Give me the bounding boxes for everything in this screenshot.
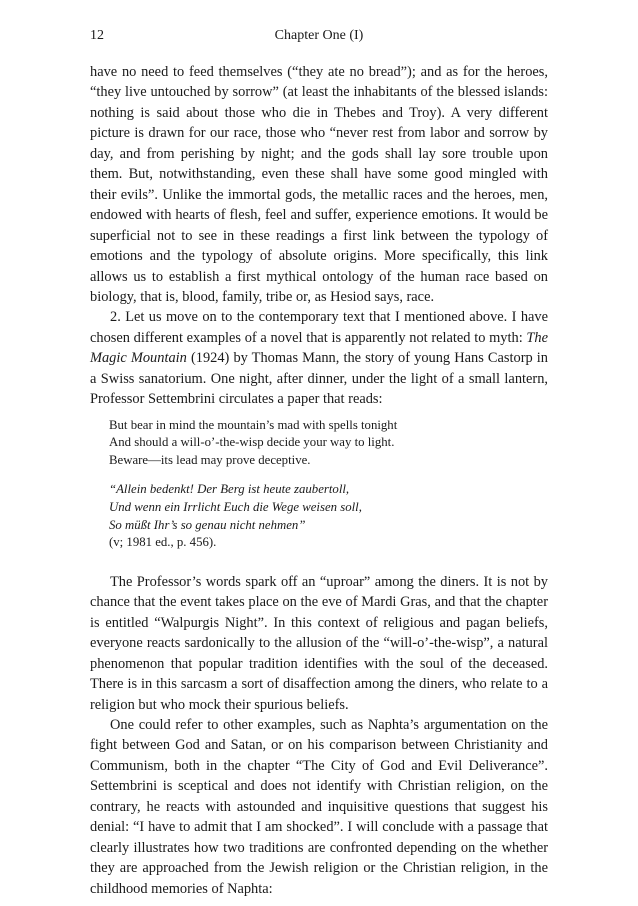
verse-quote-german: [90, 481, 548, 551]
verse-line: “Allein bedenkt! Der Berg ist heute zaubertoll,: [109, 482, 350, 497]
verse-line: And should a will-o’-the-wisp decide your way to light.: [109, 435, 395, 450]
body-text: [90, 62, 548, 899]
novel-title: The Magic Mountain: [90, 329, 548, 367]
verse-line: But bear in mind the mountain’s mad with spells tonight: [109, 417, 398, 432]
paragraph-3: The Professor’s words spark off an “uproar” among the diners. It is not by chance that the event takes place on the eve of Mardi Gras, and that the chapter is entitled “Walpurgis Night”. In this context of religious and pagan beliefs, everyone reacts sardonically to the allusion of the “will-o’-the-wisp”, a natural phenomenon that popular tradition identifies with the soul of the deceased. There is in this sarcasm a sort of disaffection among the diners, who relate to a religion but who mock their spurious beliefs.: [90, 573, 548, 713]
quote-citation: (v; 1981 ed., p. 456).: [109, 535, 217, 550]
verse-line: Beware—its lead may prove deceptive.: [109, 452, 311, 467]
paragraph-2-text-b: (1924) by Thomas Mann, the story of young Hans Castorp in a Swiss sanatorium. One night, after dinner, under the light of a small lantern, Professor Settembrini circulates a paper that reads:: [90, 350, 548, 408]
page-number: 12: [90, 28, 104, 43]
page-header: [90, 26, 548, 46]
paragraph-4: One could refer to other examples, such as Naphta’s argumentation on the fight between God and Satan, or on his comparison between Christianity and Communism, both in the chapter “The City of God and Evil Deliverance”. Settembrini is sceptical and does not identify with Christian religion, on the contrary, he reacts with astounded and inquisitive questions that suggest his denial: “I have to admit that I am shocked”. I will conclude with a passage that clearly illustrates how two traditions are confronted depending on the whether they are approached from the Jewish religion or the Christian religion, in the childhood memories of Naphta:: [90, 717, 548, 897]
verse-quote-english: [90, 417, 548, 470]
running-head: Chapter One (I): [274, 28, 364, 43]
verse-line: So müßt Ihr’s so genau nicht nehmen”: [109, 517, 306, 532]
verse-line: Und wenn ein Irrlicht Euch die Wege weisen soll,: [109, 500, 362, 515]
paragraph-1: have no need to feed themselves (“they ate no bread”); and as for the heroes, “they live untouched by sorrow” (at least the inhabitants of the blessed islands: nothing is said about those who die in Thebes and Troy). A very different picture is drawn for our race, those who “never rest from labor and sorrow by day, and from perishing by night; and the gods shall lay sore trouble upon them. But, notwithstanding, even these shall have some good mingled with their evils”. Unlike the immortal gods, the metallic races and the heroes, men, endowed with hearts of flesh, feel and suffer, experience emotions. It would be superficial not to see in these readings a first link between the typology of emotions and the typology of absolute origins. More specifically, this link allows us to establish a first mythical ontology of the human race based on biology, that is, blood, family, tribe or, as Hesiod says, race.: [90, 64, 548, 305]
paragraph-2-text-a: 2. Let us move on to the contemporary text that I mentioned above. I have chosen different examples of a novel that is apparently not related to myth:: [90, 309, 548, 346]
paragraph-2: [90, 307, 548, 409]
